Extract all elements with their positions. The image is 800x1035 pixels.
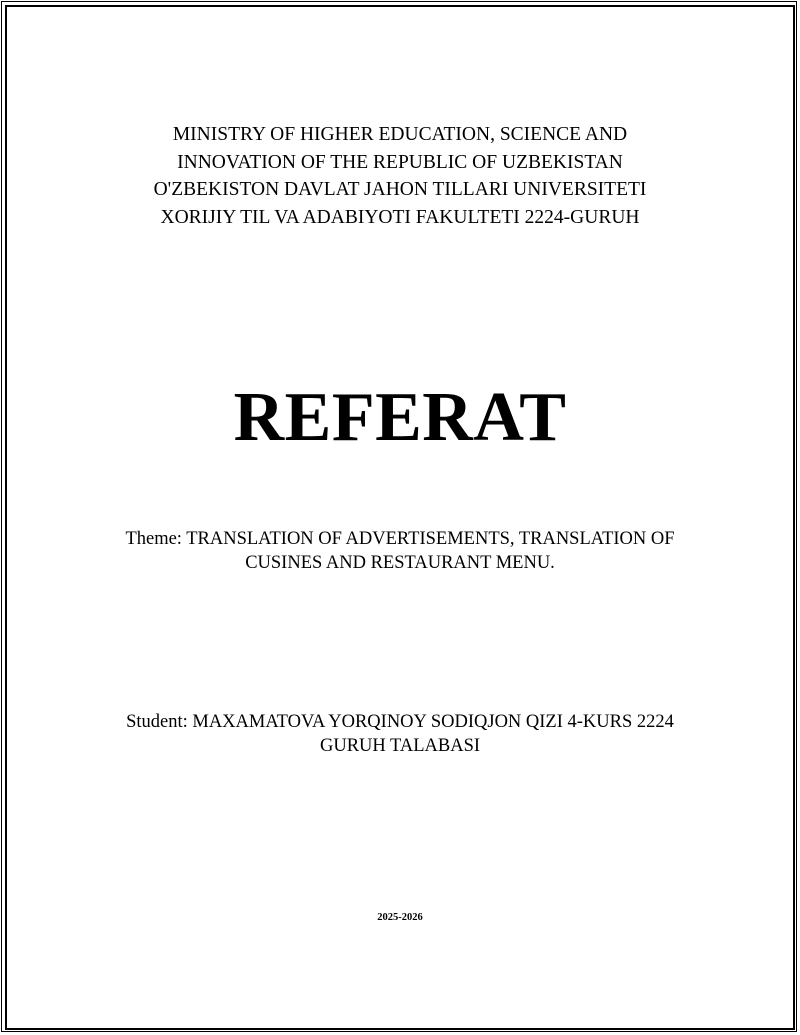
theme-text: [0, 527, 800, 575]
academic-year: 2025-2026: [377, 912, 423, 923]
header-line: XORIJIY TIL VA ADABIYOTI FAKULTETI 2224-GURUH: [160, 206, 640, 228]
header-line: MINISTRY OF HIGHER EDUCATION, SCIENCE AND: [172, 124, 628, 145]
student-line: GURUH TALABASI: [319, 736, 481, 756]
student-line: Student: MAXAMATOVA YORQINOY SODIQJON QIZI 4-KURS 2224: [126, 712, 674, 732]
header-line: INNOVATION OF THE REPUBLIC OF UZBEKISTAN: [177, 151, 623, 173]
student-info: [0, 710, 800, 758]
institution-header: [0, 121, 800, 231]
theme-line: Theme: TRANSLATION OF ADVERTISEMENTS, TRANSLATION OF: [125, 529, 675, 549]
document-title: REFERAT: [233, 379, 567, 456]
theme-line: CUSINES AND RESTAURANT MENU.: [245, 553, 555, 573]
header-line: O'ZBEKISTON DAVLAT JAHON TILLARI UNIVERSITETI: [153, 179, 647, 200]
